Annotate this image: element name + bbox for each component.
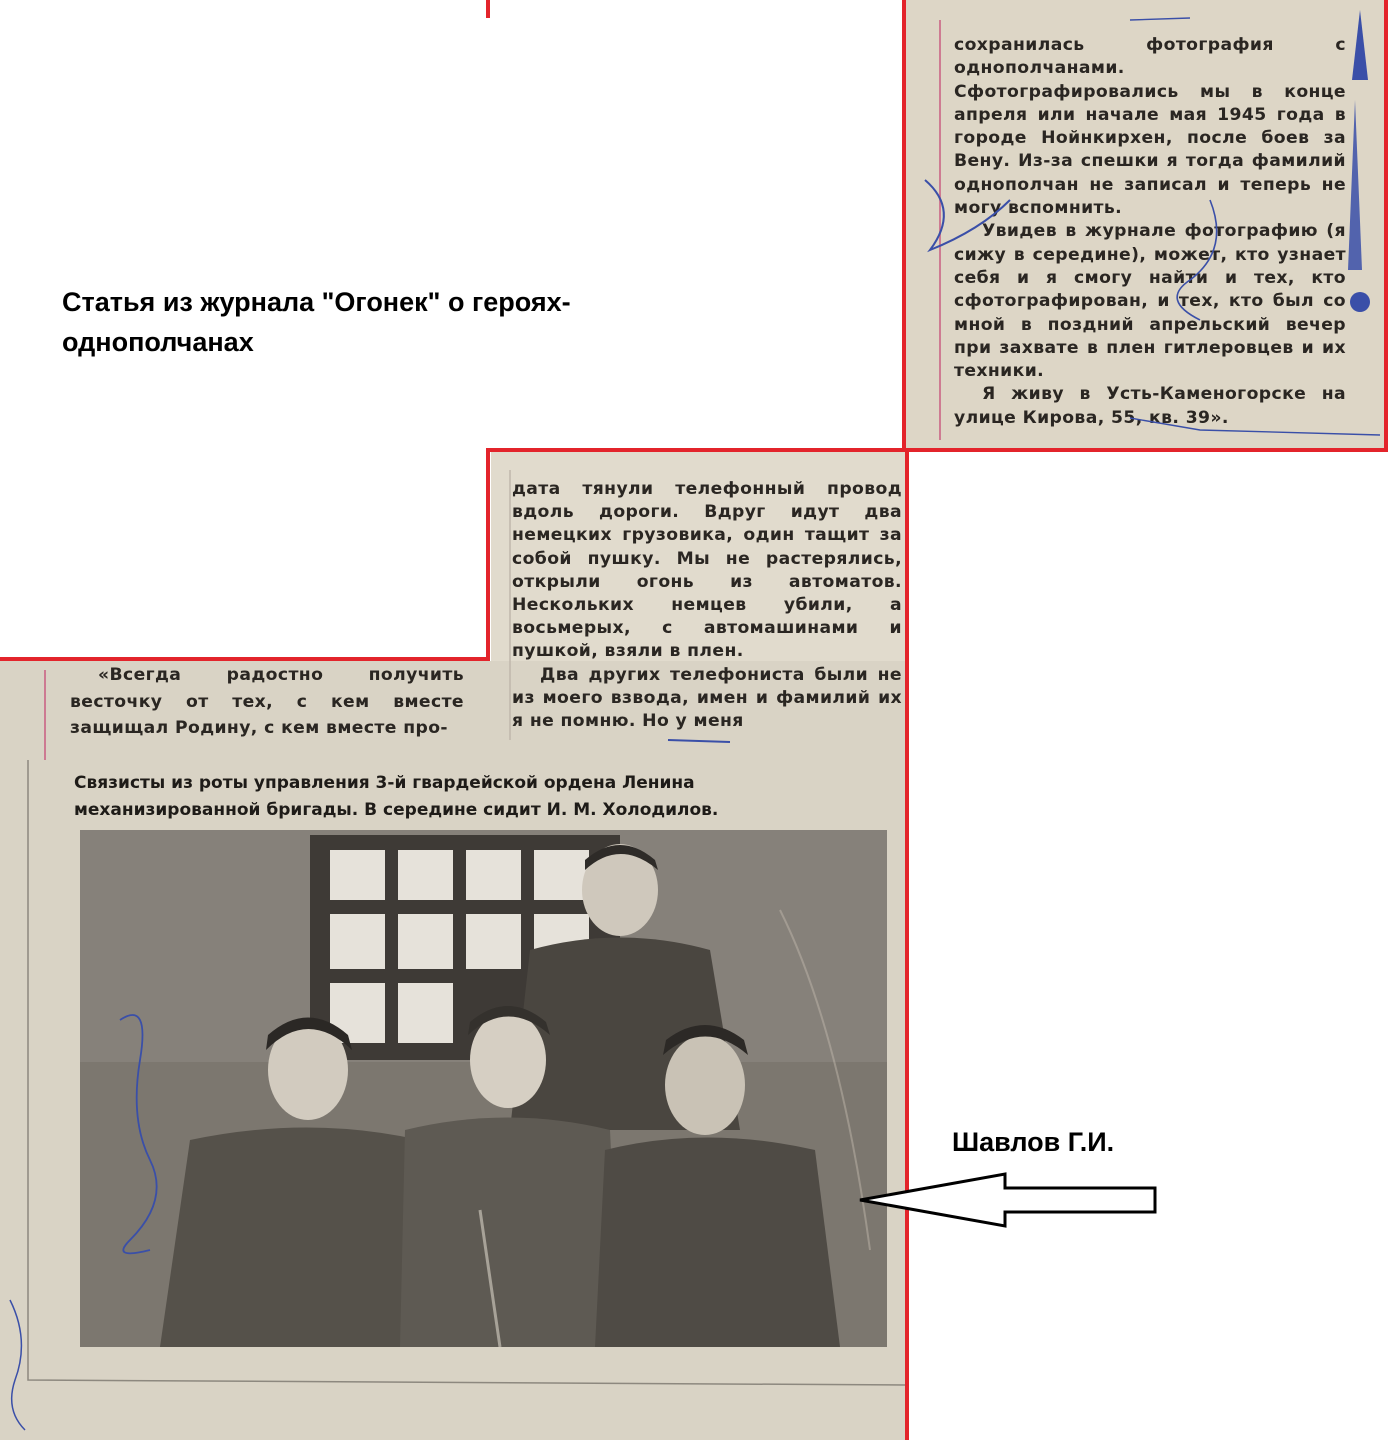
middle-paragraph-2: Два других телефониста были не из моего взвода, имен и фамилий их я не помню. Но у меня <box>512 664 902 732</box>
top-paragraph-2: Увидев в журнале фотографию (я сижу в середине), может, кто узнает себя и я смогу найти и тех, кто сфотографирован, и тех, кто был со мной в поздний апрельский вечер при захвате в плен гитлеровцев и их техники. <box>954 221 1346 382</box>
clipping-middle-text <box>512 478 902 733</box>
pointer-arrow-icon <box>855 1170 1165 1230</box>
outline-main-right <box>905 448 909 1440</box>
middle-paragraph-1: дата тянули телефонный провод вдоль дороги. Вдруг идут два немецких грузовика, один тащит за собой пушку. Мы не растерялись, открыли огонь из автоматов. Нескольких немцев убили, а восьмерых, с автомашинами и пушкой, взяли в плен. <box>512 479 902 662</box>
outline-top-left-vertical <box>486 0 490 18</box>
clipping-top-text <box>954 34 1346 430</box>
outline-horizontal-middle <box>486 448 1388 452</box>
outline-horizontal-lower <box>0 657 490 661</box>
clipping-main-text <box>70 662 464 742</box>
annotation-title: Статья из журнала "Огонек" о героях-однополчанах <box>62 287 571 357</box>
outline-top-clip-right <box>1384 0 1388 452</box>
outline-mid-left-vertical <box>486 448 490 660</box>
top-paragraph-1: сохранилась фотография с однополчанами. Сфотографировались мы в конце апреля или начале мая 1945 года в городе Нойнкирхен, после боев за Вену. Из-за спешки я тогда фамилий однополчан не записал и теперь не могу вспомнить. <box>954 35 1346 219</box>
main-paragraph: «Всегда радостно получить весточку от тех, с кем вместе защищал Родину, с кем вместе про- <box>70 665 464 738</box>
soldiers-photograph <box>80 830 887 1347</box>
photograph-illustration <box>80 830 887 1347</box>
outline-top-clip-left <box>902 0 906 452</box>
photo-caption: Связисты из роты управления 3-й гвардейской ордена Ленина механизированной бригады. В середине сидит И. М. Холодилов. <box>74 773 719 820</box>
top-paragraph-3: Я живу в Усть-Каменогорске на улице Кирова, 55, кв. 39». <box>954 384 1346 428</box>
annotation-person-label: Шавлов Г.И. <box>952 1127 1115 1157</box>
